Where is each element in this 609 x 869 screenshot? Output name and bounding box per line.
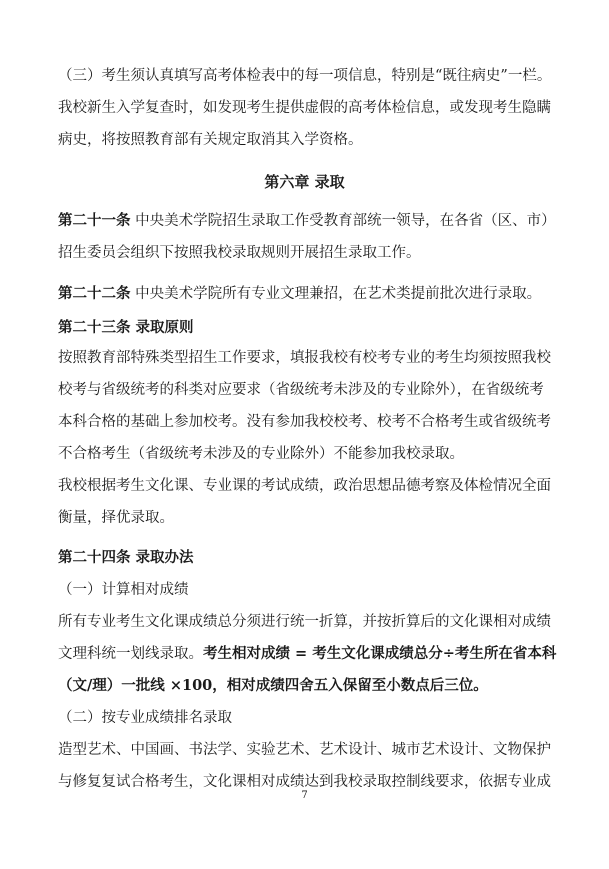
paragraph-line: 不合格考生（省级统考未涉及的专业除外）不能参加我校录取。 (58, 446, 464, 462)
formula-bold-text: 考生相对成绩 = 考生文化课成绩总分÷考生所在省本科 (203, 645, 557, 662)
paragraph-line: 我校根据考生文化课、专业课的考试成绩，政治思想品德考察及体检情况全面 (58, 478, 551, 494)
article-22-line (58, 284, 558, 304)
article-22-text: 中央美术学院所有专业文理兼招，在艺术类提前批次进行录取。 (130, 286, 542, 302)
formula-line-continued: （文/理）一批线 ×100，相对成绩四舍五入保留至小数点后三位。 (58, 677, 488, 694)
formula-line (58, 644, 558, 664)
article-21-line (58, 211, 558, 231)
paragraph-line: 招生委员会组织下按照我校录取规则开展招生录取工作。 (58, 245, 421, 261)
paragraph-line: 造型艺术、中国画、书法学、实验艺术、艺术设计、城市艺术设计、文物保护 (58, 742, 551, 758)
paragraph-line: 我校新生入学复查时，如发现考生提供虚假的高考体检信息，或发现考生隐瞒 (58, 100, 551, 116)
paragraph-line: 按照教育部特殊类型招生工作要求，填报我校有校考专业的考生均须按照我校 (58, 350, 551, 366)
article-22-label: 第二十二条 (58, 285, 131, 302)
formula-lead-text: 文理科统一划线录取。 (58, 646, 203, 662)
paragraph-line: 与修复复试合格考生，文化课相对成绩达到我校录取控制线要求，依据专业成 (58, 774, 551, 790)
chapter-title: 第六章 录取 (264, 173, 345, 191)
paragraph-line: 本科合格的基础上参加校考。没有参加我校校考、校考不合格考生或省级统考 (58, 414, 551, 430)
article-23-heading: 第二十三条 录取原则 (58, 319, 194, 336)
subsection-heading: （一）计算相对成绩 (58, 582, 189, 598)
paragraph-line: 校考与省级统考的科类对应要求（省级统考未涉及的专业除外），在省级统考 (58, 382, 544, 398)
paragraph-line: 病史，将按照教育部有关规定取消其入学资格。 (58, 132, 363, 148)
paragraph-line: 所有专业考生文化课成绩总分须进行统一折算，并按折算后的文化课相对成绩 (58, 614, 551, 630)
paragraph-line: 衡量，择优录取。 (58, 510, 174, 526)
paragraph-line: （三）考生须认真填写高考体检表中的每一项信息，特别是“既往病史”一栏。 (58, 68, 552, 84)
article-21-text: 中央美术学院招生录取工作受教育部统一领导，在各省（区、市） (130, 213, 556, 229)
article-24-heading: 第二十四条 录取办法 (58, 549, 194, 566)
subsection-heading: （二）按专业成绩排名录取 (58, 710, 232, 726)
page-number: 7 (301, 790, 308, 801)
article-21-label: 第二十一条 (58, 212, 131, 229)
